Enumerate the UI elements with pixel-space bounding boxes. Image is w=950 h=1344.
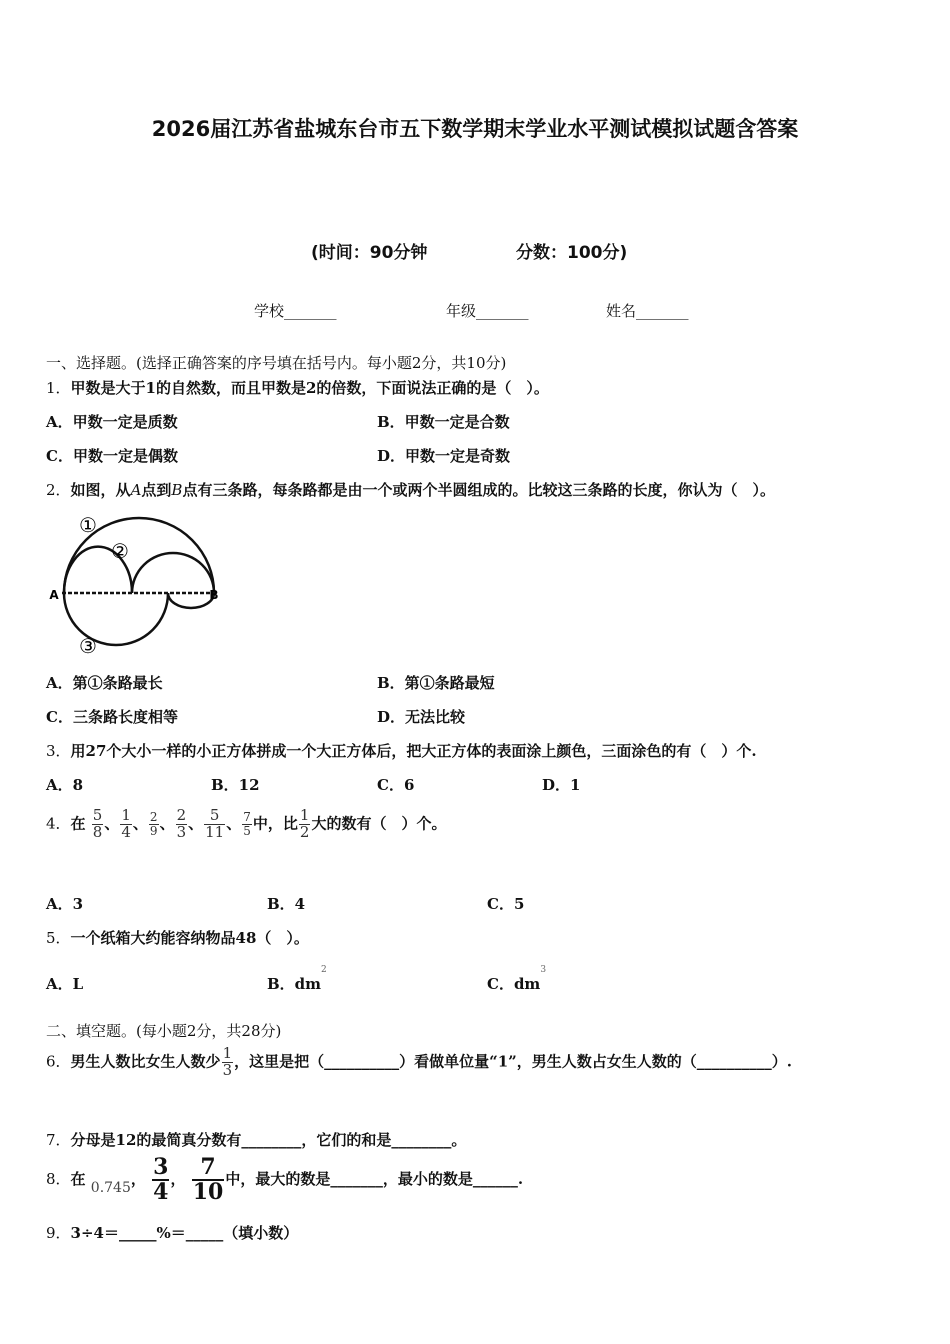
question-3 [46,740,757,761]
question-text: 分母是12的最简真分数有________，它们的和是________。 [70,1131,467,1149]
separator: ， [130,1170,146,1189]
paths-figure [44,510,234,660]
fraction: $\frac{2}{3}$ [176,806,187,841]
question-text: 如图，从 [70,481,131,499]
exponent: 3 [540,965,547,975]
fraction: $\frac{7}{5}$ [243,810,251,838]
path-2-label: ② [111,539,129,563]
school-field[interactable]: 学校_______ [254,302,337,320]
q3-option-b[interactable]: B．12 [211,776,260,794]
section-heading-choice: 一、选择题。(选择正确答案的序号填在括号内。每小题2分，共10分) [46,354,507,372]
decimal-number: 0.745 [90,1180,131,1197]
q1-option-c[interactable]: C．甲数一定是偶数 [46,447,178,465]
section-heading-fill: 二、填空题。(每小题2分，共28分) [46,1022,282,1040]
question-number: 7． [46,1131,71,1149]
q3-option-a[interactable]: A．8 [46,776,84,794]
q2-option-c[interactable]: C．三条路长度相等 [46,708,178,726]
path-2-arc-right [132,553,214,593]
path-3-arc-small [168,593,214,608]
fraction: $\frac{5}{8}$ [92,806,103,841]
question-7 [46,1129,466,1150]
question-text: 甲数是大于1的自然数，而且甲数是2的倍数，下面说法正确的是（ ）。 [70,379,549,397]
q4-option-b[interactable]: B．4 [267,895,306,913]
point-b-figure-label: B [209,588,219,602]
separator: 、 [159,814,175,833]
document-title: 2026届江苏省盐城东台市五下数学期末学业水平测试模拟试题含答案 [151,117,799,141]
question-number: 4． [46,814,71,833]
separator: ， [170,1170,186,1189]
option-text: C．dm [487,975,541,993]
question-text: 男生人数比女生人数少 [70,1052,221,1071]
question-text: 一个纸箱大约能容纳物品48（ ）。 [70,929,309,947]
path-1-label: ① [79,513,97,537]
separator: 、 [104,814,120,833]
exam-score: 分数：100分) [516,243,628,263]
q5-option-b[interactable] [267,965,327,994]
question-text: 中，比 [252,814,298,833]
fraction: $\frac{1}{4}$ [121,806,131,841]
fraction-half: $\frac{1}{2}$ [299,806,310,841]
q5-option-c[interactable] [487,965,547,994]
q1-option-a[interactable]: A．甲数一定是质数 [46,413,178,431]
name-field[interactable]: 姓名_______ [606,302,689,320]
question-number: 5． [46,929,71,947]
path-3-label: ③ [79,634,97,658]
question-1 [46,377,549,398]
fraction: $\frac{1}{3}$ [222,1044,233,1079]
point-a-label: A [130,481,142,499]
q2-option-d[interactable]: D．无法比较 [377,708,466,726]
fraction: $\frac{5}{11}$ [205,806,225,841]
question-number: 6． [46,1052,71,1071]
question-number: 2． [46,481,71,499]
q1-option-b[interactable]: B．甲数一定是合数 [377,413,510,431]
fraction: $\frac{2}{9}$ [149,810,158,838]
question-number: 8． [46,1170,71,1189]
question-text: 用27个大小一样的小正方体拼成一个大正方体后，把大正方体的表面涂上颜色，三面涂色的有（ ）个. [70,742,757,760]
question-text: 点有三条路，每条路都是由一个或两个半圆组成的。比较这三条路的长度，你认为（ ）。 [182,481,775,499]
q3-option-c[interactable]: C．6 [377,776,415,794]
exponent: 2 [321,965,327,975]
fraction: $\frac{3}{4}$ [153,1154,169,1206]
question-text: 大的数有（ ）个。 [311,814,447,833]
question-text: 点到 [141,481,172,499]
question-9 [46,1222,298,1243]
question-8 [46,1156,523,1204]
question-6 [46,1046,792,1079]
q4-option-c[interactable]: C．5 [487,895,525,913]
question-2 [46,479,775,500]
separator: 、 [226,814,242,833]
question-number: 9． [46,1224,71,1242]
option-text: B．dm [267,975,322,993]
grade-field[interactable]: 年级_______ [446,302,529,320]
question-text: 中，最大的数是_______，最小的数是______. [225,1170,524,1189]
exam-time: (时间：90分钟 [311,243,428,263]
question-text: ，这里是把（__________）看做单位量“1”，男生人数占女生人数的（__________）. [234,1052,793,1071]
separator: 、 [188,814,204,833]
question-text: 在 [70,1170,86,1189]
point-b-label: B [171,481,183,499]
q2-option-a[interactable]: A．第①条路最长 [46,674,163,692]
fraction: $\frac{7}{10}$ [192,1154,224,1206]
q2-option-b[interactable]: B．第①条路最短 [377,674,495,692]
q1-option-d[interactable]: D．甲数一定是奇数 [377,447,511,465]
point-a-figure-label: A [49,588,59,602]
q4-option-a[interactable]: A．3 [46,895,84,913]
question-text: 在 [70,814,86,833]
separator: 、 [132,814,148,833]
question-text: 3÷4＝_____%＝_____（填小数） [70,1224,299,1242]
question-number: 3． [46,742,71,760]
question-5 [46,927,309,948]
q5-option-a[interactable]: A．L [46,975,84,993]
q3-option-d[interactable]: D．1 [542,776,581,794]
question-number: 1． [46,379,71,397]
question-4 [46,808,446,841]
